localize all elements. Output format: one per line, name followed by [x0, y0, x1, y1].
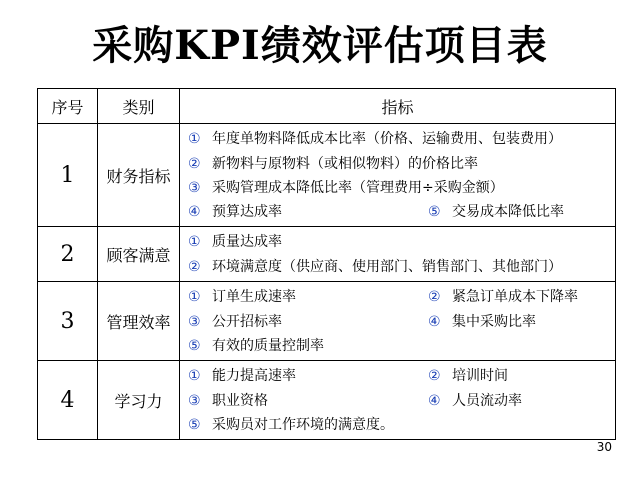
indicator-line	[188, 200, 615, 224]
item-text: 紧急订单成本下降率	[452, 289, 578, 305]
item-number: ⑤	[428, 204, 441, 220]
item-text: 采购管理成本降低比率（管理费用÷采购金额）	[212, 180, 504, 196]
item-number: ④	[188, 204, 201, 220]
row-number: 3	[38, 282, 98, 361]
indicator-line	[188, 255, 615, 279]
item-number: ②	[428, 289, 441, 305]
indicator-cell	[180, 227, 616, 282]
indicator-line	[188, 334, 615, 358]
kpi-table	[37, 88, 616, 440]
indicator-item	[188, 180, 504, 196]
indicator-line	[188, 126, 615, 152]
page-title: 采购KPI绩效评估项目表	[92, 22, 548, 69]
item-text: 新物料与原物料（或相似物料）的价格比率	[212, 156, 478, 172]
indicator-item	[428, 200, 564, 224]
row-number: 4	[38, 361, 98, 440]
category-cell: 管理效率	[98, 282, 180, 361]
header-category: 类别	[98, 89, 180, 124]
item-text: 交易成本降低比率	[452, 204, 564, 220]
item-text: 培训时间	[452, 368, 508, 384]
table-row	[38, 361, 616, 440]
indicator-item	[188, 259, 562, 275]
row-number: 2	[38, 227, 98, 282]
indicator-line	[188, 152, 615, 176]
item-text: 有效的质量控制率	[212, 338, 324, 354]
indicator-item	[428, 389, 522, 413]
item-text: 能力提高速率	[212, 368, 296, 384]
item-text: 质量达成率	[212, 234, 282, 250]
table-row	[38, 282, 616, 361]
indicator-line	[188, 363, 615, 389]
indicator-line	[188, 229, 615, 255]
item-text: 年度单物料降低成本比率（价格、运输费用、包装费用）	[212, 131, 562, 147]
item-number: ②	[188, 259, 201, 275]
item-number: ①	[188, 368, 201, 384]
indicator-item	[428, 363, 508, 389]
indicator-item	[428, 284, 578, 310]
item-text: 公开招标率	[212, 314, 282, 330]
indicator-item	[188, 368, 296, 384]
item-text: 采购员对工作环境的满意度。	[212, 417, 394, 433]
item-number: ③	[188, 314, 201, 330]
indicator-item	[188, 393, 268, 409]
item-text: 职业资格	[212, 393, 268, 409]
indicator-item	[188, 314, 282, 330]
indicator-item	[188, 338, 324, 354]
item-number: ⑤	[188, 338, 201, 354]
indicator-item	[188, 156, 478, 172]
item-text: 人员流动率	[452, 393, 522, 409]
item-text: 预算达成率	[212, 204, 282, 220]
header-indicator: 指标	[180, 89, 616, 124]
category-cell: 顾客满意	[98, 227, 180, 282]
item-text: 订单生成速率	[212, 289, 296, 305]
item-number: ④	[428, 314, 441, 330]
indicator-item	[188, 204, 282, 220]
table-row	[38, 124, 616, 227]
header-no: 序号	[38, 89, 98, 124]
table-row	[38, 227, 616, 282]
indicator-line	[188, 284, 615, 310]
item-number: ③	[188, 393, 201, 409]
indicator-item	[188, 234, 282, 250]
indicator-cell	[180, 124, 616, 227]
indicator-item	[188, 131, 562, 147]
item-number: ③	[188, 180, 201, 196]
category-cell: 财务指标	[98, 124, 180, 227]
table-body	[38, 124, 616, 440]
item-number: ④	[428, 393, 441, 409]
page-number: 30	[596, 440, 612, 454]
indicator-item	[428, 310, 536, 334]
item-number: ⑤	[188, 417, 201, 433]
item-text: 集中采购比率	[452, 314, 536, 330]
item-number: ①	[188, 131, 201, 147]
indicator-line	[188, 389, 615, 413]
item-number: ②	[428, 368, 441, 384]
indicator-line	[188, 413, 615, 437]
table-header-row	[38, 89, 616, 124]
indicator-cell	[180, 282, 616, 361]
item-number: ①	[188, 289, 201, 305]
indicator-line	[188, 310, 615, 334]
indicator-line	[188, 176, 615, 200]
indicator-item	[188, 289, 296, 305]
item-number: ①	[188, 234, 201, 250]
indicator-cell	[180, 361, 616, 440]
indicator-item	[188, 417, 394, 433]
item-number: ②	[188, 156, 201, 172]
item-text: 环境满意度（供应商、使用部门、销售部门、其他部门）	[212, 259, 562, 275]
category-cell: 学习力	[98, 361, 180, 440]
row-number: 1	[38, 124, 98, 227]
